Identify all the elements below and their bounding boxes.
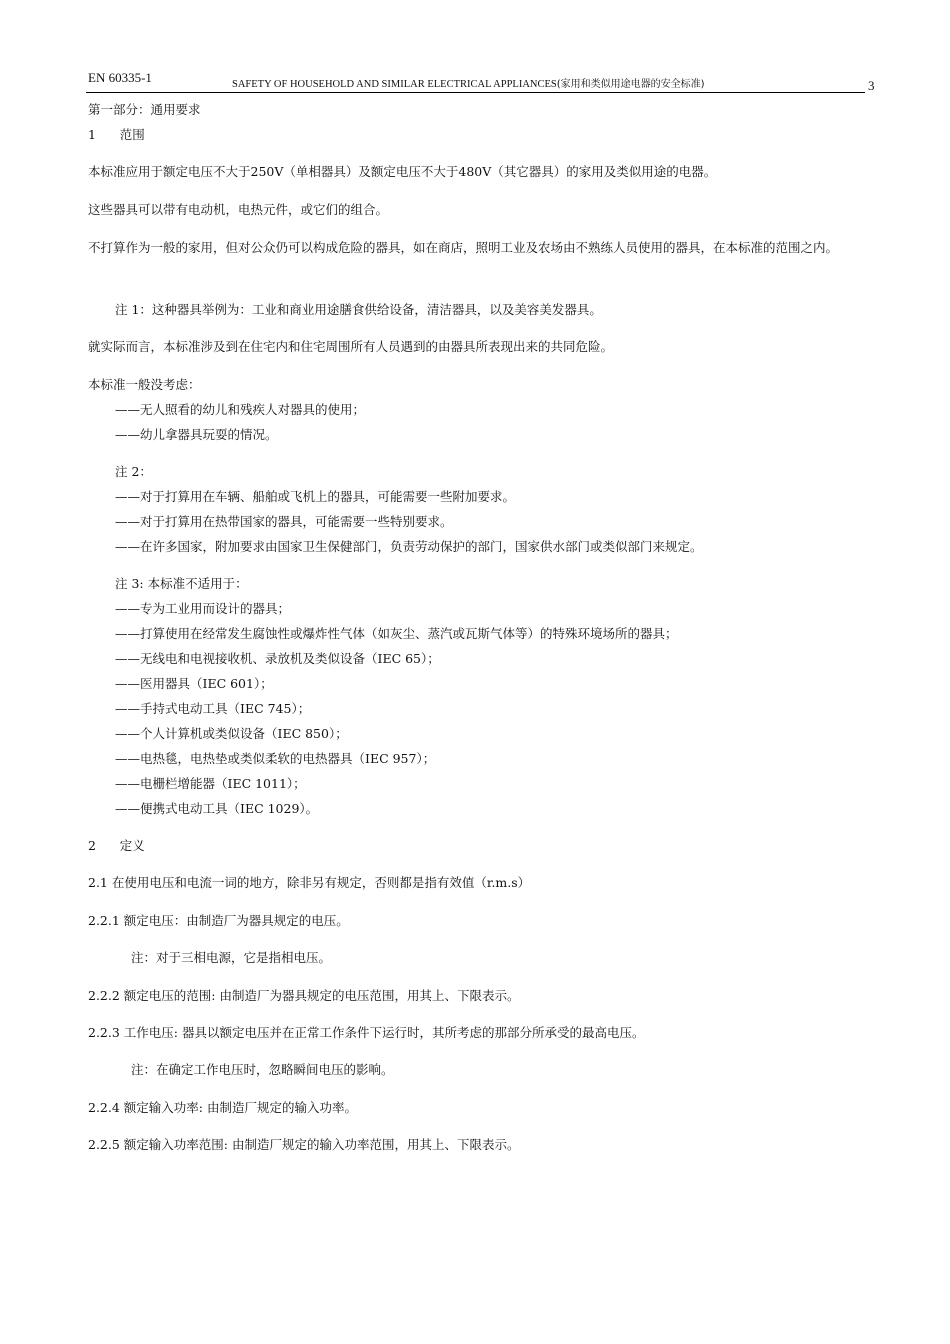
note-1: 注 1：这种器具举例为：工业和商业用途膳食供给设备，清洁器具，以及美容美发器具。 [115,302,602,317]
definition-2-2-3: 2.2.3 工作电压: 器具以额定电压并在正常工作条件下运行时，其所考虑的那部分所承受的最高电压。 [88,1025,645,1040]
section-2-heading: 2 定义 [88,838,145,853]
list-item: ——电热毯，电热垫或类似柔软的电热器具（IEC 957）； [115,751,436,766]
list-item: ——电栅栏增能器（IEC 1011）； [115,776,306,791]
header-title-en: SAFETY OF HOUSEHOLD AND SIMILAR ELECTRICAL APPLIANCES [232,79,557,90]
section-1-heading: 1 范围 [88,127,145,142]
list-item: ——幼儿拿器具玩耍的情况。 [115,427,278,442]
definition-2-2-3-note: 注：在确定工作电压时，忽略瞬间电压的影响。 [131,1062,394,1077]
definition-2-2-5: 2.2.5 额定输入功率范围: 由制造厂规定的输入功率范围，用其上、下限表示。 [88,1137,520,1152]
scope-paragraph-5: 本标准一般没考虑： [88,377,201,392]
scope-paragraph-2: 这些器具可以带有电动机，电热元件，或它们的组合。 [88,202,389,217]
list-item: ——手持式电动工具（IEC 745）； [115,701,311,716]
list-item: ——专为工业用而设计的器具； [115,601,291,616]
list-item: ——个人计算机或类似设备（IEC 850）； [115,726,348,741]
list-item: ——对于打算用在热带国家的器具，可能需要一些特别要求。 [115,514,453,529]
list-item: ——对于打算用在车辆、船舶或飞机上的器具，可能需要一些附加要求。 [115,489,516,504]
list-item: ——医用器具（IEC 601）； [115,676,273,691]
list-item: ——打算使用在经常发生腐蚀性或爆炸性气体（如灰尘、蒸汽或瓦斯气体等）的特殊环境场所的器具； [115,626,678,641]
scope-paragraph-3: 不打算作为一般的家用，但对公众仍可以构成危险的器具，如在商店，照明工业及农场由不熟练人员使用的器具，在本标准的范围之内。 [88,240,839,255]
list-item: ——在许多国家，附加要求由国家卫生保健部门，负责劳动保护的部门，国家供水部门或类似部门来规定。 [115,539,703,554]
definition-2-2-2: 2.2.2 额定电压的范围: 由制造厂为器具规定的电压范围，用其上、下限表示。 [88,988,520,1003]
scope-paragraph-1: 本标准应用于额定电压不大于250V（单相器具）及额定电压不大于480V（其它器具）的家用及类似用途的电器。 [88,164,717,179]
standard-number: EN 60335-1 [88,70,152,85]
header-title-cn: (家用和类似用途电器的安全标准) [556,79,705,90]
page-number: 3 [868,78,875,93]
header-rule [86,92,865,93]
definition-2-2-1: 2.2.1 额定电压：由制造厂为器具规定的电压。 [88,913,349,928]
scope-paragraph-4: 就实际而言，本标准涉及到在住宅内和住宅周围所有人员遇到的由器具所表现出来的共同危险。 [88,339,614,354]
note-2-title: 注 2： [115,464,152,479]
part-title: 第一部分：通用要求 [88,102,201,117]
definition-2-1: 2.1 在使用电压和电流一词的地方，除非另有规定，否则都是指有效值（r.m.s） [88,875,531,890]
note-3-title: 注 3: 本标准不适用于： [115,576,248,591]
list-item: ——无线电和电视接收机、录放机及类似设备（IEC 65）； [115,651,440,666]
list-item: ——无人照看的幼儿和残疾人对器具的使用； [115,402,366,417]
list-item: ——便携式电动工具（IEC 1029）。 [115,801,319,816]
definition-2-2-4: 2.2.4 额定输入功率: 由制造厂规定的输入功率。 [88,1100,357,1115]
definition-2-2-1-note: 注：对于三相电源，它是指相电压。 [131,950,332,965]
header-title [232,75,705,90]
